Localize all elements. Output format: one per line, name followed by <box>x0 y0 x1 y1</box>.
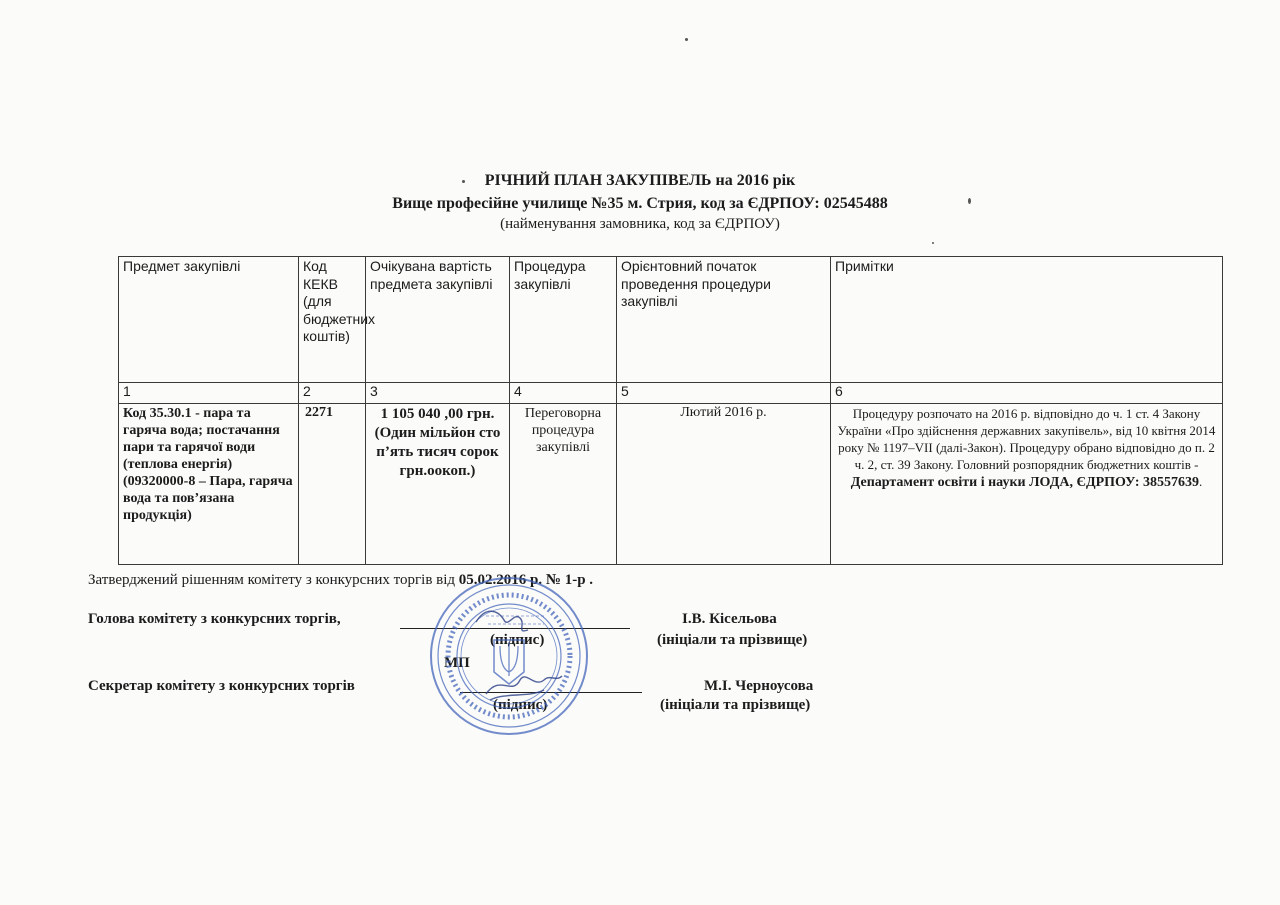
notes-end: . <box>1199 474 1203 489</box>
approval-prefix: Затверджений рішенням комітету з конкурсних <box>88 572 394 588</box>
approval-mid: торгів від <box>393 572 459 588</box>
initials-caption: (ініціали та прізвище) <box>657 632 808 648</box>
signature-caption: (підпис) <box>490 632 545 648</box>
scan-speck <box>685 38 688 41</box>
table-row <box>119 404 1223 565</box>
secretary-label: Секретар комітету з конкурсних торгів <box>88 678 355 694</box>
scan-speck <box>932 242 934 244</box>
column-number: 3 <box>366 383 510 404</box>
column-number: 4 <box>510 383 617 404</box>
notes-text: Процедуру розпочато на 2016 р. відповідно до ч. 1 ст. 4 Закону України «Про здійснення державних закупівель», від 10 квітня 2014 року № 1197–VII (далі-Закон). Процедуру обрано відповідно до п. 2 ч. 2, ст. 39 Закону. Головний розпорядник бюджетних коштів - <box>837 406 1216 472</box>
cell-start: Лютий 2016 р. <box>617 404 831 565</box>
notes-department: Департамент освіти і науки ЛОДА, ЄДРПОУ: 38557639 <box>850 475 1200 490</box>
customer-caption: (найменування замовника, код за ЄДРПОУ) <box>500 216 780 232</box>
customer-name: Вище професійне училище №35 м. Стрия, код за ЄДРПОУ: 02545488 <box>392 195 888 212</box>
header-cost: Очікувана вартість предмета закупівлі <box>366 257 510 383</box>
table-header-row <box>119 257 1223 383</box>
cell-notes <box>831 404 1223 565</box>
initials-caption-2: (ініціали та прізвище) <box>660 697 811 713</box>
signature-caption-2: (підпис) <box>493 697 548 713</box>
stamp-place: МП <box>444 655 470 671</box>
official-seal-stamp <box>416 576 602 736</box>
header-notes: Примітки <box>831 257 1223 383</box>
procurement-table <box>118 256 1223 565</box>
cell-procedure: Переговорна процедура закупівлі <box>510 404 617 565</box>
cell-kekv: 2271 <box>299 404 366 565</box>
secretary-name: М.І. Черноусова <box>704 678 814 694</box>
column-numbers-row <box>119 383 1223 404</box>
header-subject: Предмет закупівлі <box>119 257 299 383</box>
cell-cost: 1 105 040 ,00 грн. (Один мільйон сто п’ять тисяч сорок грн.оокоп.) <box>366 404 510 565</box>
header-kekv: Код КЕКВ (для бюджетних коштів) <box>299 257 366 383</box>
cell-subject: Код 35.30.1 - пара та гаряча вода; постачання пари та гарячої води (теплова енергія) (09320000-8 – Пара, гаряча вода та пов’язана продукція) <box>119 404 299 565</box>
header-start: Орієнтовний початок проведення процедури закупівлі <box>617 257 831 383</box>
column-number: 2 <box>299 383 366 404</box>
column-number: 1 <box>119 383 299 404</box>
head-label: Голова комітету з конкурсних торгів, <box>88 611 341 627</box>
approval-date: 05.02.2016 р. № 1-р . <box>458 572 594 588</box>
column-number: 6 <box>831 383 1223 404</box>
plan-title: РІЧНИЙ ПЛАН ЗАКУПІВЕЛЬ на 2016 рік <box>484 172 796 189</box>
column-number: 5 <box>617 383 831 404</box>
head-name: І.В. Кісельова <box>682 611 777 627</box>
header-procedure: Процедура закупівлі <box>510 257 617 383</box>
